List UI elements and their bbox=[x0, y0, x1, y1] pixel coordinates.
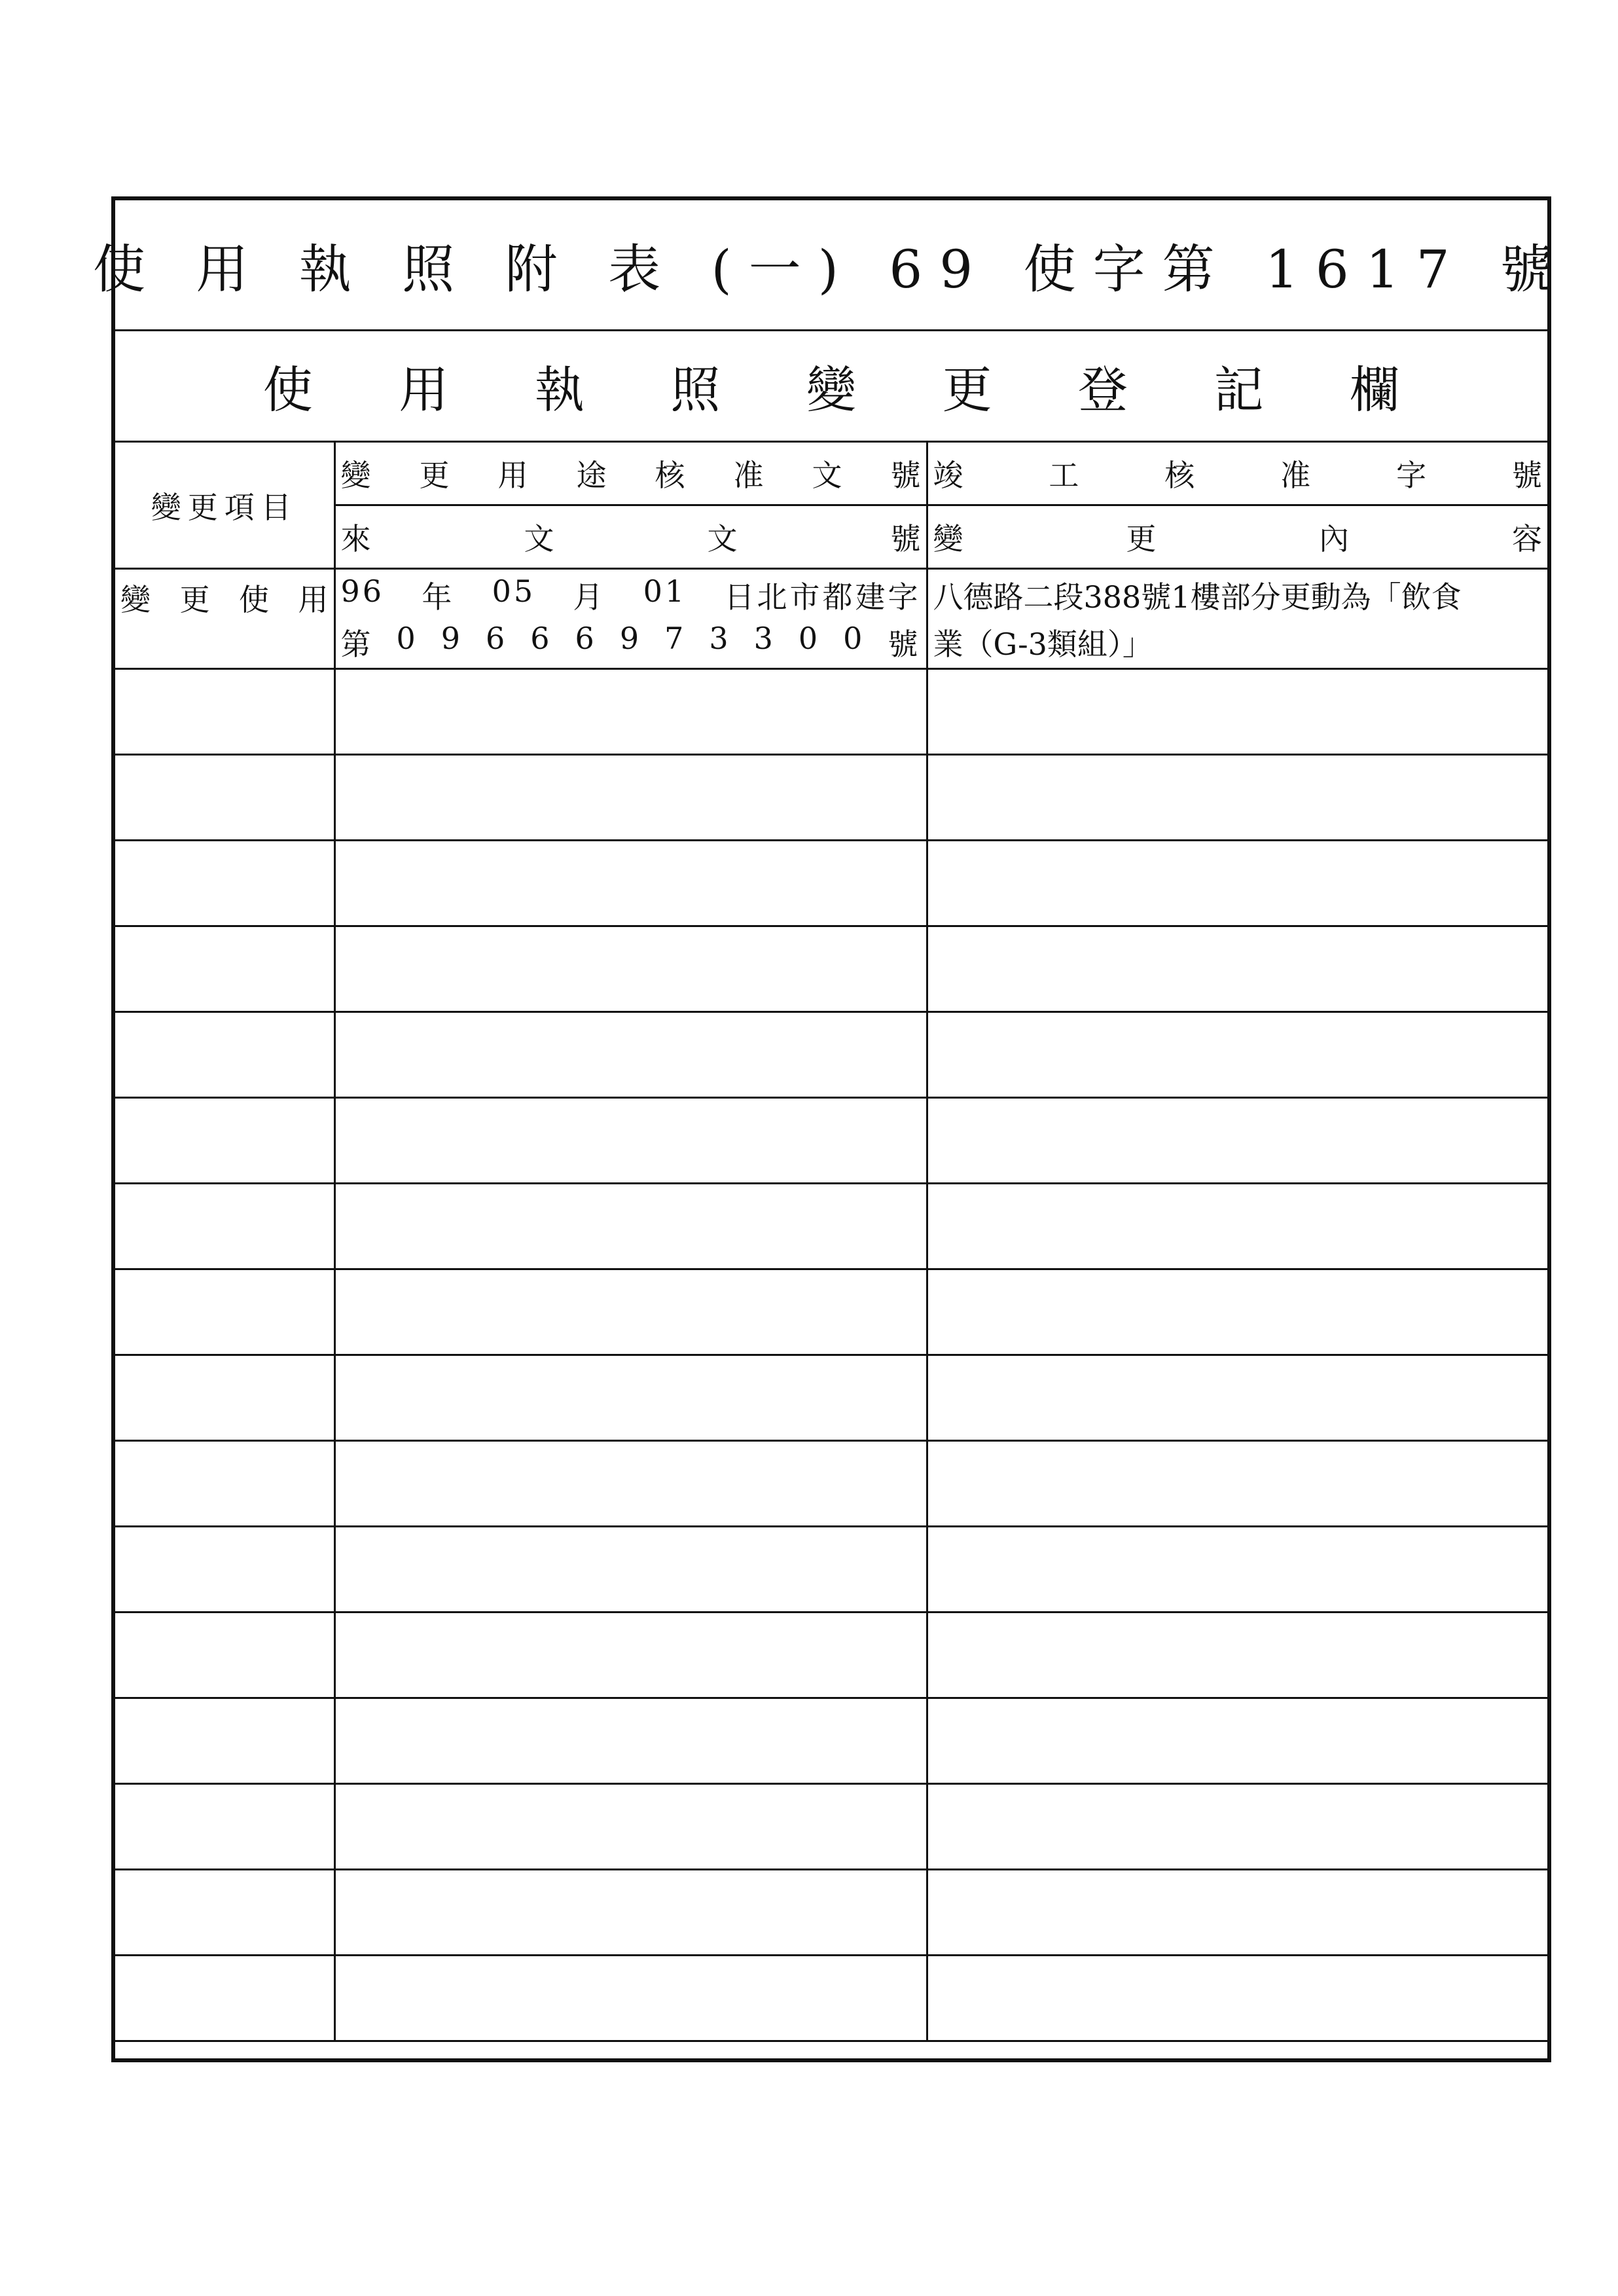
record-doc-part: 月 bbox=[573, 579, 606, 615]
empty-doc-cell bbox=[334, 1269, 927, 1355]
record-doc-part: 0 bbox=[843, 621, 865, 656]
empty-item-cell bbox=[115, 1870, 334, 1956]
header-char: 文 bbox=[812, 458, 842, 493]
header-char: 變 bbox=[340, 458, 371, 493]
header-char: 來 bbox=[340, 521, 371, 556]
empty-content-cell bbox=[927, 755, 1547, 841]
record-doc-part: 年 bbox=[422, 579, 455, 615]
table-row bbox=[115, 569, 1547, 669]
subtitle-char: 執 bbox=[534, 361, 584, 419]
record-doc-part: 第 bbox=[340, 627, 374, 662]
empty-content-cell bbox=[927, 669, 1547, 755]
header-char: 核 bbox=[655, 458, 685, 493]
empty-row bbox=[115, 926, 1547, 1012]
empty-row bbox=[115, 1956, 1547, 2041]
record-doc-cell bbox=[334, 569, 927, 669]
change-record-table bbox=[115, 443, 1547, 2042]
empty-doc-cell bbox=[334, 1184, 927, 1269]
record-doc-part: 號 bbox=[888, 627, 921, 662]
change-item-header: 變更項目 bbox=[115, 443, 334, 569]
record-doc-part: 3 bbox=[753, 621, 776, 656]
empty-doc-cell bbox=[334, 1441, 927, 1527]
header-char: 內 bbox=[1319, 521, 1350, 556]
empty-content-cell bbox=[927, 926, 1547, 1012]
header-row bbox=[115, 443, 1547, 505]
record-doc-part: 6 bbox=[530, 621, 552, 656]
empty-doc-cell bbox=[334, 755, 927, 841]
empty-row bbox=[115, 1784, 1547, 1870]
incoming-doc-header bbox=[334, 505, 927, 569]
empty-item-cell bbox=[115, 1355, 334, 1441]
empty-doc-cell bbox=[334, 1956, 927, 2041]
header-char: 變 bbox=[933, 521, 963, 556]
approval-doc-header bbox=[334, 443, 927, 505]
change-content-header bbox=[927, 505, 1547, 569]
record-doc-part: 3 bbox=[709, 621, 731, 656]
record-doc-part: 96 bbox=[340, 574, 385, 609]
empty-content-cell bbox=[927, 1441, 1547, 1527]
record-char: 變 bbox=[120, 582, 151, 617]
empty-doc-cell bbox=[334, 1698, 927, 1784]
empty-row bbox=[115, 1269, 1547, 1355]
empty-item-cell bbox=[115, 1441, 334, 1527]
empty-item-cell bbox=[115, 1698, 334, 1784]
empty-item-cell bbox=[115, 926, 334, 1012]
form-subtitle-row bbox=[115, 331, 1547, 443]
record-doc-part: 6 bbox=[486, 621, 508, 656]
record-doc-part: 01 bbox=[643, 574, 687, 609]
license-form bbox=[92, 196, 1570, 2062]
record-content-cell bbox=[927, 569, 1547, 669]
subtitle-char: 更 bbox=[942, 361, 992, 419]
empty-row bbox=[115, 1527, 1547, 1613]
empty-item-cell bbox=[115, 1184, 334, 1269]
empty-item-cell bbox=[115, 841, 334, 926]
header-char: 文 bbox=[707, 521, 738, 556]
empty-content-cell bbox=[927, 1012, 1547, 1098]
empty-row bbox=[115, 841, 1547, 926]
subtitle-char: 使 bbox=[262, 361, 313, 419]
record-doc-part: 9 bbox=[619, 621, 642, 656]
header-char: 核 bbox=[1164, 458, 1195, 493]
empty-row bbox=[115, 1355, 1547, 1441]
empty-content-cell bbox=[927, 1698, 1547, 1784]
empty-row bbox=[115, 1613, 1547, 1698]
empty-item-cell bbox=[115, 1956, 334, 2041]
record-content-line: 八德路二段388號1樓部分更動為「飲食 bbox=[933, 579, 1462, 615]
completion-no-header bbox=[927, 443, 1547, 505]
empty-item-cell bbox=[115, 755, 334, 841]
record-doc-part: 05 bbox=[492, 574, 536, 609]
empty-doc-cell bbox=[334, 1527, 927, 1613]
header-char: 用 bbox=[497, 458, 528, 493]
subtitle-char: 欄 bbox=[1350, 361, 1400, 419]
empty-doc-cell bbox=[334, 1784, 927, 1870]
subtitle-char: 登 bbox=[1078, 361, 1128, 419]
header-char: 號 bbox=[890, 458, 921, 493]
empty-doc-cell bbox=[334, 926, 927, 1012]
empty-content-cell bbox=[927, 1355, 1547, 1441]
record-doc-part: 6 bbox=[575, 621, 597, 656]
header-char: 號 bbox=[1511, 458, 1542, 493]
record-char: 使 bbox=[239, 582, 269, 617]
empty-item-cell bbox=[115, 1613, 334, 1698]
header-char: 更 bbox=[419, 458, 450, 493]
header-char: 號 bbox=[890, 521, 921, 556]
empty-content-cell bbox=[927, 1269, 1547, 1355]
record-item-cell bbox=[115, 569, 334, 669]
empty-content-cell bbox=[927, 1870, 1547, 1956]
subtitle-char: 記 bbox=[1214, 361, 1264, 419]
empty-content-cell bbox=[927, 1613, 1547, 1698]
header-char: 文 bbox=[524, 521, 554, 556]
empty-row bbox=[115, 1441, 1547, 1527]
header-char: 更 bbox=[1126, 521, 1157, 556]
empty-row bbox=[115, 1012, 1547, 1098]
empty-row bbox=[115, 1184, 1547, 1269]
record-doc-part: 0 bbox=[396, 621, 418, 656]
form-title-row bbox=[92, 200, 1570, 331]
empty-content-cell bbox=[927, 1527, 1547, 1613]
record-doc-part: 日北市都建字 bbox=[724, 579, 921, 615]
empty-item-cell bbox=[115, 1098, 334, 1184]
empty-item-cell bbox=[115, 1269, 334, 1355]
empty-row bbox=[115, 1870, 1547, 1956]
empty-row bbox=[115, 1098, 1547, 1184]
header-char: 途 bbox=[576, 458, 607, 493]
record-char: 更 bbox=[179, 582, 210, 617]
subtitle-char: 變 bbox=[806, 361, 856, 419]
empty-doc-cell bbox=[334, 669, 927, 755]
empty-content-cell bbox=[927, 841, 1547, 926]
empty-doc-cell bbox=[334, 841, 927, 926]
empty-doc-cell bbox=[334, 1098, 927, 1184]
empty-doc-cell bbox=[334, 1355, 927, 1441]
empty-doc-cell bbox=[334, 1613, 927, 1698]
empty-item-cell bbox=[115, 1012, 334, 1098]
record-char: 用 bbox=[298, 582, 329, 617]
record-doc-part: 0 bbox=[798, 621, 821, 656]
header-char: 工 bbox=[1049, 458, 1079, 493]
empty-doc-cell bbox=[334, 1012, 927, 1098]
form-title: 使 用 執 照 附 表 (一) 69 使字第 1617 號 bbox=[92, 239, 1570, 300]
header-char: 容 bbox=[1511, 521, 1542, 556]
header-char: 准 bbox=[1280, 458, 1311, 493]
empty-row bbox=[115, 755, 1547, 841]
record-doc-part: 7 bbox=[664, 621, 687, 656]
record-doc-part: 9 bbox=[440, 621, 463, 656]
empty-content-cell bbox=[927, 1184, 1547, 1269]
subtitle-char: 用 bbox=[399, 361, 449, 419]
header-char: 准 bbox=[733, 458, 764, 493]
empty-content-cell bbox=[927, 1098, 1547, 1184]
subtitle-char: 照 bbox=[670, 361, 721, 419]
record-content-line: 業（G-3類組）」 bbox=[933, 627, 1153, 662]
empty-item-cell bbox=[115, 1784, 334, 1870]
header-char: 竣 bbox=[933, 458, 963, 493]
empty-content-cell bbox=[927, 1784, 1547, 1870]
empty-row bbox=[115, 669, 1547, 755]
empty-item-cell bbox=[115, 1527, 334, 1613]
empty-row bbox=[115, 1698, 1547, 1784]
empty-doc-cell bbox=[334, 1870, 927, 1956]
header-char: 字 bbox=[1396, 458, 1427, 493]
empty-item-cell bbox=[115, 669, 334, 755]
empty-content-cell bbox=[927, 1956, 1547, 2041]
